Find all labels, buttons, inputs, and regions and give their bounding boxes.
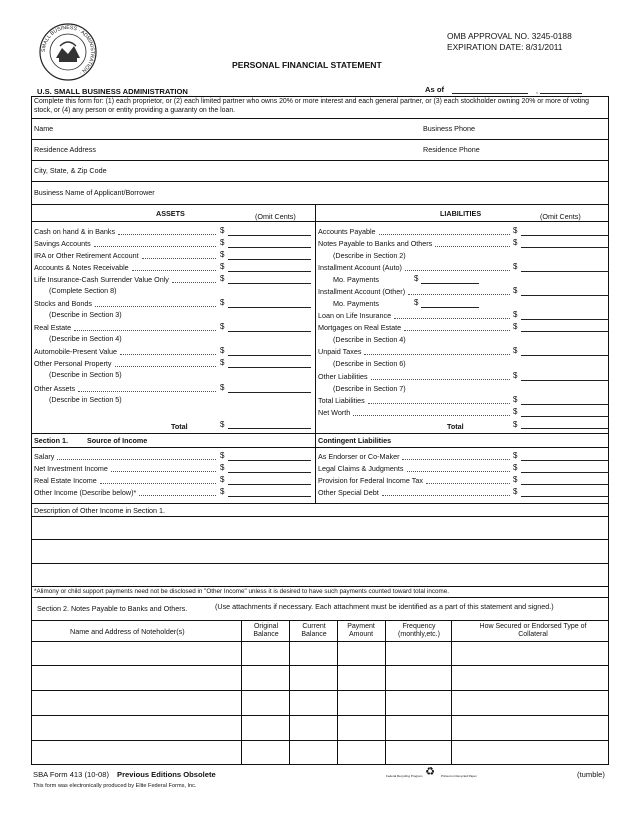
contingent-amount-field[interactable] (521, 460, 609, 461)
asset-leader-dots (95, 306, 216, 307)
liability-leader-dots (394, 318, 510, 319)
asset-sub-label: (Describe in Section 5) (49, 395, 122, 404)
liability-amount-field[interactable] (521, 319, 609, 320)
income-leader-dots (100, 483, 216, 484)
liability-label: Mortgages on Real Estate (318, 323, 402, 332)
contingent-leader-dots (402, 459, 510, 460)
as-of-date-field[interactable] (452, 93, 528, 94)
asset-label: Other Personal Property (34, 359, 112, 368)
income-leader-dots (111, 471, 216, 472)
asset-amount-field[interactable] (228, 355, 311, 356)
expiration-date: EXPIRATION DATE: 8/31/2011 (447, 42, 563, 52)
asset-dollar: $ (220, 226, 225, 235)
contingent-dollar: $ (513, 487, 518, 496)
producer-note: This form was electronically produced by Elite Federal Forms, Inc. (33, 783, 197, 789)
contingent-dollar: $ (513, 463, 518, 472)
residence-phone-field[interactable]: Residence Phone (423, 145, 480, 154)
liability-leader-dots (353, 415, 510, 416)
asset-amount-field[interactable] (228, 235, 311, 236)
liability-amount-field[interactable] (521, 271, 609, 272)
asset-sub-label: (Describe in Section 3) (49, 310, 122, 319)
asset-amount-field[interactable] (228, 331, 311, 332)
assets-heading: ASSETS (156, 209, 185, 218)
liability-label: Total Liabilities (318, 396, 365, 405)
liability-leader-dots (405, 270, 510, 271)
liability-dollar: $ (513, 407, 518, 416)
liability-dollar: $ (513, 310, 518, 319)
liability-dollar: $ (513, 371, 518, 380)
income-dollar: $ (220, 463, 225, 472)
mo-payment-field[interactable] (421, 307, 479, 308)
section2-note: (Use attachments if necessary. Each attachment must be identified as a part of this statement and signed.) (215, 602, 554, 611)
asset-label: Automobile-Present Value (34, 347, 117, 356)
contingent-amount-field[interactable] (521, 472, 609, 473)
contingent-leader-dots (382, 495, 510, 496)
liability-leader-dots (379, 234, 510, 235)
asset-amount-field[interactable] (228, 247, 311, 248)
contingent-dollar: $ (513, 451, 518, 460)
asset-dollar: $ (220, 298, 225, 307)
asset-leader-dots (94, 246, 216, 247)
asset-dollar: $ (220, 238, 225, 247)
liabilities-total-field[interactable] (521, 428, 609, 429)
contingent-amount-field[interactable] (521, 496, 609, 497)
asset-label: Real Estate (34, 323, 72, 332)
income-dollar: $ (220, 451, 225, 460)
asset-amount-field[interactable] (228, 392, 311, 393)
liability-amount-field[interactable] (521, 235, 609, 236)
col-current-balance: Current Balance (301, 623, 327, 638)
contingent-label: As Endorser or Co-Maker (318, 452, 400, 461)
instructions: Complete this form for: (1) each proprietor, or (2) each limited partner who owns 20% or more interest and each general partner, or (3) each stockholder owning 20% or more of voting stock, or (4) any person or entity providing a guaranty on the loan. (34, 98, 589, 114)
liability-dollar: $ (513, 286, 518, 295)
income-label: Other Income (Describe below)* (34, 488, 137, 497)
city-state-zip-field[interactable]: City, State, & Zip Code (34, 166, 107, 175)
income-dollar: $ (220, 487, 225, 496)
business-phone-field[interactable]: Business Phone (423, 124, 475, 133)
liability-sub-label: (Describe in Section 6) (333, 359, 406, 368)
liability-amount-field[interactable] (521, 355, 609, 356)
asset-leader-dots (74, 330, 216, 331)
section2-title: Section 2. Notes Payable to Banks and Others. (37, 604, 188, 613)
asset-label: Life Insurance-Cash Surrender Value Only (34, 275, 169, 284)
liability-leader-dots (435, 246, 510, 247)
asset-label: Cash on hand & in Banks (34, 227, 116, 236)
contingent-amount-field[interactable] (521, 484, 609, 485)
liabilities-total-dollar: $ (513, 420, 518, 429)
mo-payment-dollar: $ (414, 298, 419, 307)
asset-label: IRA or Other Retirement Account (34, 251, 139, 260)
residence-address-field[interactable]: Residence Address (34, 145, 96, 154)
page-title: PERSONAL FINANCIAL STATEMENT (232, 60, 382, 70)
liability-leader-dots (371, 379, 510, 380)
col-original-balance: Original Balance (253, 623, 279, 638)
col-frequency: Frequency (monthly,etc.) (398, 623, 440, 638)
liability-leader-dots (368, 403, 510, 404)
income-leader-dots (57, 459, 216, 460)
liabilities-heading: LIABILITIES (440, 209, 482, 218)
assets-total-dollar: $ (220, 420, 225, 429)
svg-text:SMALL BUSINESS · ADMINISTRATIO: SMALL BUSINESS · ADMINISTRATION · (40, 24, 96, 76)
liability-label: Accounts Payable (318, 227, 376, 236)
liability-sub-label: Mo. Payments (333, 275, 379, 284)
income-label: Net Investment Income (34, 464, 108, 473)
contingent-label: Provision for Federal Income Tax (318, 476, 423, 485)
liabilities-omit-cents: (Omit Cents) (540, 212, 581, 221)
liability-amount-field[interactable] (521, 331, 609, 332)
liability-amount-field[interactable] (521, 404, 609, 405)
liability-sub-label: (Describe in Section 7) (333, 384, 406, 393)
obsolete-notice: Previous Editions Obsolete (117, 770, 216, 779)
asset-leader-dots (78, 391, 216, 392)
asset-leader-dots (115, 366, 216, 367)
asset-sub-label: (Describe in Section 4) (49, 334, 122, 343)
as-of-label: As of (425, 85, 444, 94)
liability-dollar: $ (513, 346, 518, 355)
as-of-year-field[interactable] (540, 93, 582, 94)
asset-dollar: $ (220, 322, 225, 331)
other-income-description-label: Description of Other Income in Section 1. (34, 506, 166, 515)
tumble-note: (tumble) (577, 770, 605, 779)
asset-dollar: $ (220, 250, 225, 259)
asset-label: Stocks and Bonds (34, 299, 92, 308)
recycle-icon: ♻ (425, 766, 435, 778)
liability-amount-field[interactable] (521, 295, 609, 296)
liability-leader-dots (404, 330, 510, 331)
agency-name: U.S. SMALL BUSINESS ADMINISTRATION (37, 87, 188, 96)
liability-dollar: $ (513, 395, 518, 404)
assets-total-label: Total (171, 422, 188, 431)
income-amount-field[interactable] (228, 496, 311, 497)
income-dollar: $ (220, 475, 225, 484)
liability-dollar: $ (513, 322, 518, 331)
assets-omit-cents: (Omit Cents) (255, 212, 296, 221)
recycle-left-text: Federal Recycling Program (386, 774, 423, 778)
asset-dollar: $ (220, 383, 225, 392)
business-name-field[interactable]: Business Name of Applicant/Borrower (34, 188, 155, 197)
section1-title: Source of Income (87, 436, 148, 445)
asset-amount-field[interactable] (228, 283, 311, 284)
liability-amount-field[interactable] (521, 247, 609, 248)
asset-amount-field[interactable] (228, 259, 311, 260)
contingent-dollar: $ (513, 475, 518, 484)
sba-seal-logo (38, 22, 98, 82)
contingent-title: Contingent Liabilities (318, 436, 392, 445)
col-collateral: How Secured or Endorsed Type of Collateral (479, 623, 587, 638)
income-label: Salary (34, 452, 55, 461)
col-noteholder: Name and Address of Noteholder(s) (70, 627, 185, 636)
asset-amount-field[interactable] (228, 307, 311, 308)
asset-amount-field[interactable] (228, 271, 311, 272)
liability-label: Unpaid Taxes (318, 347, 362, 356)
liability-amount-field[interactable] (521, 416, 609, 417)
assets-total-field[interactable] (228, 428, 311, 429)
liability-leader-dots (364, 354, 510, 355)
asset-dollar: $ (220, 346, 225, 355)
income-label: Real Estate Income (34, 476, 97, 485)
recycle-right-text: Printed on Recycled Paper (441, 774, 477, 778)
name-field[interactable]: Name (34, 124, 54, 133)
asset-leader-dots (118, 234, 216, 235)
asset-sub-label: (Complete Section 8) (49, 286, 117, 295)
asset-label: Accounts & Notes Receivable (34, 263, 129, 272)
asset-dollar: $ (220, 262, 225, 271)
asset-leader-dots (142, 258, 216, 259)
liability-label: Notes Payable to Banks and Others (318, 239, 433, 248)
liability-leader-dots (408, 294, 510, 295)
contingent-leader-dots (426, 483, 510, 484)
liability-sub-label: (Describe in Section 2) (333, 251, 406, 260)
form-number: SBA Form 413 (10-08) (33, 770, 109, 779)
liability-label: Other Liabilities (318, 372, 368, 381)
col-payment-amount: Payment Amount (347, 623, 375, 638)
asset-label: Other Assets (34, 384, 76, 393)
asset-dollar: $ (220, 274, 225, 283)
income-amount-field[interactable] (228, 460, 311, 461)
contingent-label: Legal Claims & Judgments (318, 464, 404, 473)
mo-payment-dollar: $ (414, 274, 419, 283)
liability-sub-label: (Describe in Section 4) (333, 335, 406, 344)
section1-number: Section 1. (34, 436, 68, 445)
asset-leader-dots (120, 354, 216, 355)
liability-label: Net Worth (318, 408, 351, 417)
income-amount-field[interactable] (228, 472, 311, 473)
liabilities-total-label: Total (447, 422, 464, 431)
as-of-comma: , (536, 86, 538, 95)
asset-leader-dots (172, 282, 216, 283)
alimony-note: *Alimony or child support payments need not be disclosed in "Other Income" unless it is desired to have such payments counted toward total income. (34, 588, 450, 595)
liability-dollar: $ (513, 262, 518, 271)
asset-amount-field[interactable] (228, 367, 311, 368)
mo-payment-field[interactable] (421, 283, 479, 284)
contingent-leader-dots (407, 471, 510, 472)
contingent-label: Other Special Debt (318, 488, 379, 497)
liability-dollar: $ (513, 226, 518, 235)
liability-sub-label: Mo. Payments (333, 299, 379, 308)
income-leader-dots (139, 495, 216, 496)
asset-label: Savings Accounts (34, 239, 91, 248)
liability-dollar: $ (513, 238, 518, 247)
liability-label: Loan on Life Insurance (318, 311, 392, 320)
liability-label: Installment Account (Auto) (318, 263, 402, 272)
omb-approval: OMB APPROVAL NO. 3245-0188 (447, 31, 572, 41)
income-amount-field[interactable] (228, 484, 311, 485)
asset-leader-dots (132, 270, 216, 271)
asset-dollar: $ (220, 358, 225, 367)
asset-sub-label: (Describe in Section 5) (49, 370, 122, 379)
liability-label: Installment Account (Other) (318, 287, 406, 296)
liability-amount-field[interactable] (521, 380, 609, 381)
